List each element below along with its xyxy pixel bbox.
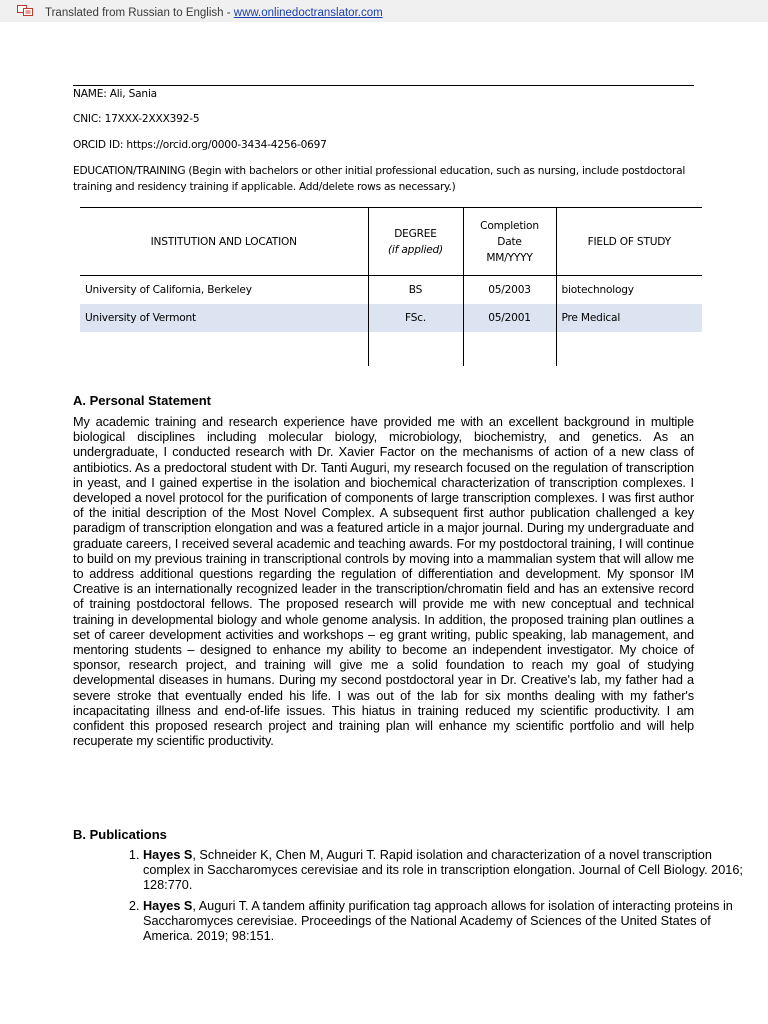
header-field-of-study: FIELD OF STUDY [556,208,702,276]
education-table-wrap [80,207,702,366]
personal-statement-body: My academic training and research experience have provided me with an excellent background in multiple biological disciplines including molecular biology, microbiology, biochemistry, and genetics. As an undergraduate, I conducted research with Dr. Xavier Factor on the mechanisms of action of a new class of antibiotics. As a predoctoral student with Dr. Tanti Auguri, my research focused on the regulation of transcription in yeast, and I gained expertise in the isolation and biochemical characterization of transcription complexes. I developed a novel protocol for the purification of components of large transcription complexes. I was first author of the initial description of the Most Novel Complex. A subsequent first author publication challenged a key paradigm of transcription elongation and was a featured article in a major journal. During my undergraduate and graduate careers, I received several academic and teaching awards. For my postdoctoral training, I will continue to build on my previous training in transcriptional controls by moving into a mammalian system that will allow me to address additional questions regarding the regulation of differentiation and development. My sponsor IM Creative is an internationally recognized leader in the transcription/chromatin field and has an extensive record of training postdoctoral fellows. The proposed research will provide me with new conceptual and technical training in developmental biology and whole genome analysis. In addition, the proposed training plan outlines a set of career development activities and workshops – eg grant writing, public speaking, lab management, and mentoring students – designed to enhance my ability to become an independent investigator. My choice of sponsor, research project, and training will give me a solid foundation to reach my goal of studying developmental diseases in humans. During my second postdoctoral year in Dr. Creative's lab, my father had a severe stroke that eventually ended his life. I was out of the lab for six months dealing with my father's incapacitating illness and end-of-life issues. This hiatus in training reduced my scientific productivity. I am confident this proposed research project and training plan will enhance my scientific portfolio and will help recuperate my scientific productivity. [73,414,694,749]
education-intro: EDUCATION/TRAINING (Begin with bachelors or other initial professional education, such as nursing, include postdoctoral training and residency training if applicable. Add/delete rows as necessary.) [73,165,686,193]
cell-institution: University of California, Berkeley [85,284,252,296]
cnic-field: CNIC: 17XXX-2XXX392-5 [73,113,200,125]
list-item [143,899,743,944]
cell-institution: University of Vermont [80,304,368,332]
education-table [80,207,702,366]
cell-field: biotechnology [556,276,702,305]
header-institution: INSTITUTION AND LOCATION [80,208,368,276]
publications-list [73,848,743,951]
publication-author: Hayes S [143,848,193,862]
publication-author: Hayes S [143,899,193,914]
header-degree: DEGREE (if applied) [368,208,463,276]
table-row [80,276,702,305]
header-rule [73,85,694,86]
translator-link[interactable]: www.onlinedoctranslator.com [233,7,383,19]
cell-date: 05/2003 [463,276,556,305]
banner-prefix: Translated from Russian to English - [45,7,234,19]
publication-citation: , Schneider K, Chen M, Auguri T. Rapid isolation and characterization of a novel transcription complex in Saccharomyces cerevisiae and its role in transcription elongation. Journal of Cell Biology. 2016; 128:770. [143,848,743,893]
orcid-field: ORCID ID: https://orcid.org/0000-3434-4256-0697 [73,139,327,151]
table-header-row [80,208,702,276]
list-item [143,848,743,893]
table-row [80,304,702,332]
table-row-empty [80,332,702,366]
personal-statement-heading: A. Personal Statement [73,393,211,408]
translation-banner [0,0,768,22]
publications-heading: B. Publications [73,827,167,842]
cell-field: Pre Medical [556,304,702,332]
publication-citation: , Auguri T. A tandem affinity purification tag approach allows for isolation of interacting proteins in Saccharomyces cerevisiae. Proceedings of the National Academy of Sciences of the United States of America. 2019; 98:151. [143,899,733,944]
translator-logo-icon [17,5,34,16]
header-completion-date: Completion Date MM/YYYY [463,208,556,276]
name-field: NAME: Ali, Sania [73,88,157,100]
cell-degree: BS [368,276,463,305]
cell-degree: FSc. [368,304,463,332]
cell-date: 05/2001 [463,304,556,332]
